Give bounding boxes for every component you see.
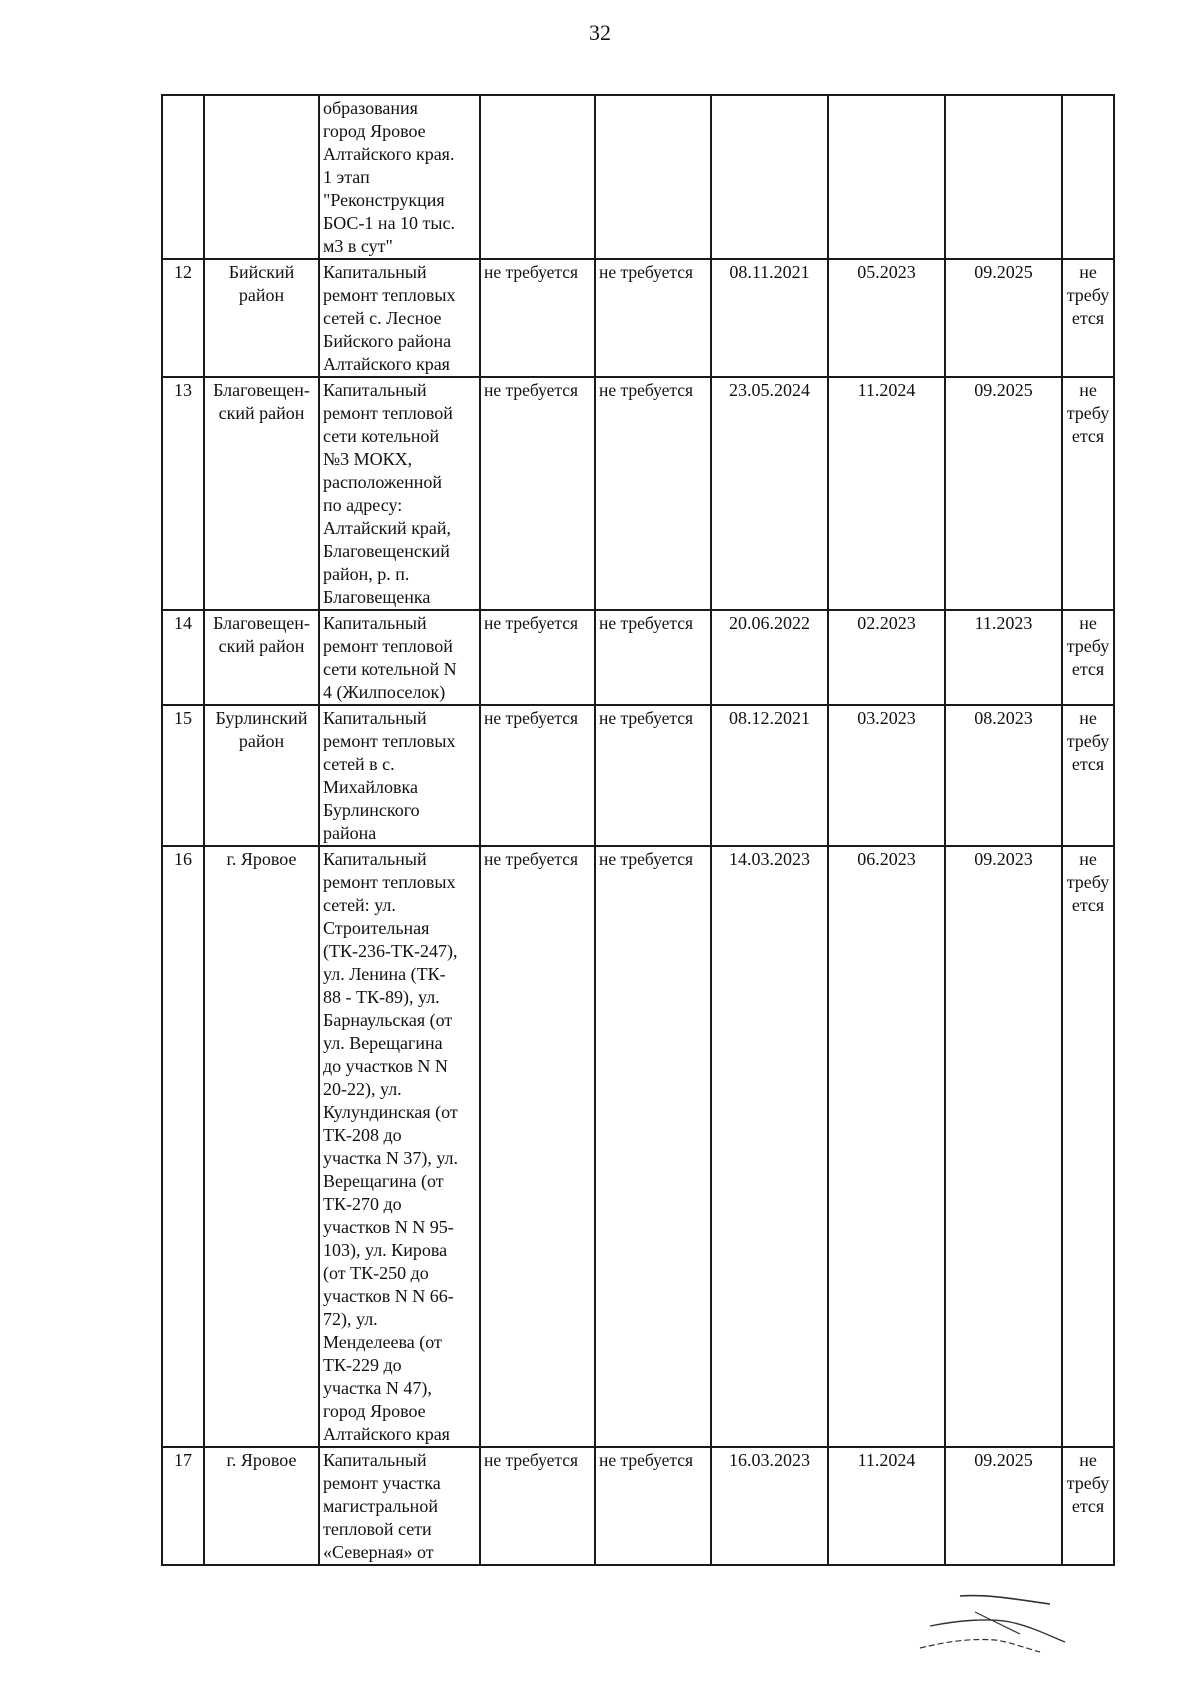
object-cell bbox=[319, 610, 480, 705]
object-cell bbox=[319, 846, 480, 1447]
table-row bbox=[162, 705, 1114, 846]
object-line: 20-22), ул. bbox=[323, 1079, 402, 1099]
object-line: ул. Ленина (ТК- bbox=[323, 964, 446, 984]
status-cell bbox=[1062, 610, 1114, 705]
object-line: 72), ул. bbox=[323, 1309, 378, 1329]
object-line: Алтайского края. bbox=[323, 144, 455, 164]
object-line: ремонт тепловой bbox=[323, 636, 453, 656]
district-line: ский район bbox=[218, 403, 305, 423]
start-date-cell bbox=[711, 95, 828, 259]
district-line: Бийский bbox=[228, 262, 295, 282]
object-line: сети котельной N bbox=[323, 659, 457, 679]
district-line: г. Яровое bbox=[226, 849, 297, 869]
projects-table bbox=[161, 94, 1115, 1566]
status-cell bbox=[1062, 846, 1114, 1447]
object-line: Благовещенка bbox=[323, 587, 431, 607]
requirement-cell: не требуется bbox=[480, 259, 595, 377]
start-date-cell: 08.12.2021 bbox=[711, 705, 828, 846]
object-line: Капитальный bbox=[323, 262, 427, 282]
status-line: не bbox=[1079, 380, 1097, 400]
object-line: участков N N 95- bbox=[323, 1217, 454, 1237]
object-line: магистральной bbox=[323, 1496, 438, 1516]
object-line: город Яровое bbox=[323, 121, 426, 141]
district-line: г. Яровое bbox=[226, 1450, 297, 1470]
signature-icon bbox=[900, 1590, 1070, 1660]
table-row bbox=[162, 1447, 1114, 1565]
object-line: Алтайский край, bbox=[323, 518, 452, 538]
status-line: требуется bbox=[1066, 636, 1110, 679]
status-cell bbox=[1062, 95, 1114, 259]
row-number: 17 bbox=[162, 1447, 204, 1565]
status-line: требуется bbox=[1066, 872, 1110, 915]
page-number: 32 bbox=[589, 20, 611, 45]
requirement-cell: не требуется bbox=[480, 846, 595, 1447]
object-line: участка N 37), ул. bbox=[323, 1148, 459, 1168]
object-line: 1 этап bbox=[323, 167, 370, 187]
end-date-cell: 09.2023 bbox=[945, 846, 1062, 1447]
end-date-cell bbox=[945, 95, 1062, 259]
district-line: район bbox=[238, 731, 285, 751]
district-cell bbox=[204, 377, 319, 610]
object-line: БОС-1 на 10 тыс. bbox=[323, 213, 456, 233]
object-line: ТК-270 до bbox=[323, 1194, 402, 1214]
start-date-cell: 20.06.2022 bbox=[711, 610, 828, 705]
object-line: сетей: ул. bbox=[323, 895, 396, 915]
status-line: требуется bbox=[1066, 285, 1110, 328]
object-line: тепловой сети bbox=[323, 1519, 432, 1539]
object-line: (от ТК-250 до bbox=[323, 1263, 429, 1283]
mid-date-cell: 11.2024 bbox=[828, 1447, 945, 1565]
start-date-cell: 08.11.2021 bbox=[711, 259, 828, 377]
object-line: (ТК-236-ТК-247), bbox=[323, 941, 458, 961]
status-cell bbox=[1062, 705, 1114, 846]
requirement-cell: не требуется bbox=[480, 1447, 595, 1565]
object-line: расположенной bbox=[323, 472, 442, 492]
end-date-cell: 09.2025 bbox=[945, 377, 1062, 610]
status-cell bbox=[1062, 1447, 1114, 1565]
district-line: ский район bbox=[218, 636, 305, 656]
object-line: сетей в с. bbox=[323, 754, 395, 774]
object-line: Бийского района bbox=[323, 331, 452, 351]
requirement-cell bbox=[480, 95, 595, 259]
object-cell bbox=[319, 1447, 480, 1565]
table-row bbox=[162, 846, 1114, 1447]
object-cell bbox=[319, 95, 480, 259]
district-cell bbox=[204, 1447, 319, 1565]
object-line: ТК-229 до bbox=[323, 1355, 402, 1375]
requirement-cell: не требуется bbox=[480, 705, 595, 846]
object-line: город Яровое bbox=[323, 1401, 426, 1421]
object-cell bbox=[319, 259, 480, 377]
object-cell bbox=[319, 377, 480, 610]
table-body bbox=[162, 95, 1114, 1565]
status-cell bbox=[1062, 377, 1114, 610]
status-line: требуется bbox=[1066, 403, 1110, 446]
object-line: "Реконструкция bbox=[323, 190, 445, 210]
object-line: 103), ул. Кирова bbox=[323, 1240, 448, 1260]
object-line: «Северная» от bbox=[323, 1542, 434, 1562]
district-cell bbox=[204, 846, 319, 1447]
object-line: до участков N N bbox=[323, 1056, 448, 1076]
requirement-cell: не требуется bbox=[595, 1447, 711, 1565]
status-line: не bbox=[1079, 262, 1097, 282]
row-number: 15 bbox=[162, 705, 204, 846]
row-number: 12 bbox=[162, 259, 204, 377]
status-line: не bbox=[1079, 1450, 1097, 1470]
requirement-cell: не требуется bbox=[595, 705, 711, 846]
object-line: Алтайского края bbox=[323, 354, 450, 374]
requirement-cell bbox=[595, 95, 711, 259]
object-line: Капитальный bbox=[323, 380, 427, 400]
object-line: Кулундинская (от bbox=[323, 1102, 458, 1122]
object-line: Барнаульская (от bbox=[323, 1010, 453, 1030]
object-line: Верещагина (от bbox=[323, 1171, 444, 1191]
mid-date-cell: 05.2023 bbox=[828, 259, 945, 377]
end-date-cell: 08.2023 bbox=[945, 705, 1062, 846]
mid-date-cell: 06.2023 bbox=[828, 846, 945, 1447]
object-line: Строительная bbox=[323, 918, 430, 938]
district-cell bbox=[204, 610, 319, 705]
mid-date-cell bbox=[828, 95, 945, 259]
status-cell bbox=[1062, 259, 1114, 377]
object-line: Бурлинского bbox=[323, 800, 420, 820]
district-line: Бурлинский bbox=[215, 708, 308, 728]
object-line: Капитальный bbox=[323, 613, 427, 633]
requirement-cell: не требуется bbox=[480, 610, 595, 705]
district-line: Благовещен- bbox=[213, 380, 310, 400]
object-line: район, р. п. bbox=[323, 564, 410, 584]
object-line: ТК-208 до bbox=[323, 1125, 402, 1145]
table-row bbox=[162, 95, 1114, 259]
object-line: ремонт тепловых bbox=[323, 731, 456, 751]
object-line: участка N 47), bbox=[323, 1378, 432, 1398]
end-date-cell: 09.2025 bbox=[945, 259, 1062, 377]
start-date-cell: 14.03.2023 bbox=[711, 846, 828, 1447]
table-row bbox=[162, 259, 1114, 377]
status-line: не bbox=[1079, 849, 1097, 869]
start-date-cell: 23.05.2024 bbox=[711, 377, 828, 610]
object-cell bbox=[319, 705, 480, 846]
object-line: №3 МОКХ, bbox=[323, 449, 413, 469]
district-cell bbox=[204, 259, 319, 377]
object-line: района bbox=[323, 823, 377, 843]
object-line: сетей с. Лесное bbox=[323, 308, 442, 328]
object-line: образования bbox=[323, 98, 418, 118]
object-line: ремонт тепловых bbox=[323, 285, 456, 305]
object-line: Капитальный bbox=[323, 1450, 427, 1470]
requirement-cell: не требуется bbox=[480, 377, 595, 610]
mid-date-cell: 02.2023 bbox=[828, 610, 945, 705]
object-line: 88 - ТК-89), ул. bbox=[323, 987, 440, 1007]
row-number: 16 bbox=[162, 846, 204, 1447]
object-line: Благовещенский bbox=[323, 541, 450, 561]
object-line: 4 (Жилпоселок) bbox=[323, 682, 446, 702]
start-date-cell: 16.03.2023 bbox=[711, 1447, 828, 1565]
district-cell bbox=[204, 705, 319, 846]
status-line: не bbox=[1079, 708, 1097, 728]
object-line: ремонт тепловых bbox=[323, 872, 456, 892]
object-line: участков N N 66- bbox=[323, 1286, 454, 1306]
status-line: не bbox=[1079, 613, 1097, 633]
requirement-cell: не требуется bbox=[595, 377, 711, 610]
mid-date-cell: 03.2023 bbox=[828, 705, 945, 846]
object-line: ремонт участка bbox=[323, 1473, 441, 1493]
district-cell bbox=[204, 95, 319, 259]
table-row bbox=[162, 377, 1114, 610]
table-row bbox=[162, 610, 1114, 705]
object-line: м3 в сут" bbox=[323, 236, 393, 256]
object-line: Капитальный bbox=[323, 849, 427, 869]
object-line: Капитальный bbox=[323, 708, 427, 728]
district-line: Благовещен- bbox=[213, 613, 310, 633]
status-line: требуется bbox=[1066, 1473, 1110, 1516]
requirement-cell: не требуется bbox=[595, 846, 711, 1447]
status-line: требуется bbox=[1066, 731, 1110, 774]
district-line: район bbox=[238, 285, 285, 305]
object-line: Менделеева (от bbox=[323, 1332, 442, 1352]
row-number: 14 bbox=[162, 610, 204, 705]
object-line: ремонт тепловой bbox=[323, 403, 453, 423]
object-line: по адресу: bbox=[323, 495, 403, 515]
end-date-cell: 09.2025 bbox=[945, 1447, 1062, 1565]
object-line: ул. Верещагина bbox=[323, 1033, 443, 1053]
row-number: 13 bbox=[162, 377, 204, 610]
object-line: сети котельной bbox=[323, 426, 440, 446]
mid-date-cell: 11.2024 bbox=[828, 377, 945, 610]
requirement-cell: не требуется bbox=[595, 610, 711, 705]
object-line: Михайловка bbox=[323, 777, 418, 797]
requirement-cell: не требуется bbox=[595, 259, 711, 377]
end-date-cell: 11.2023 bbox=[945, 610, 1062, 705]
object-line: Алтайского края bbox=[323, 1424, 450, 1444]
row-number bbox=[162, 95, 204, 259]
